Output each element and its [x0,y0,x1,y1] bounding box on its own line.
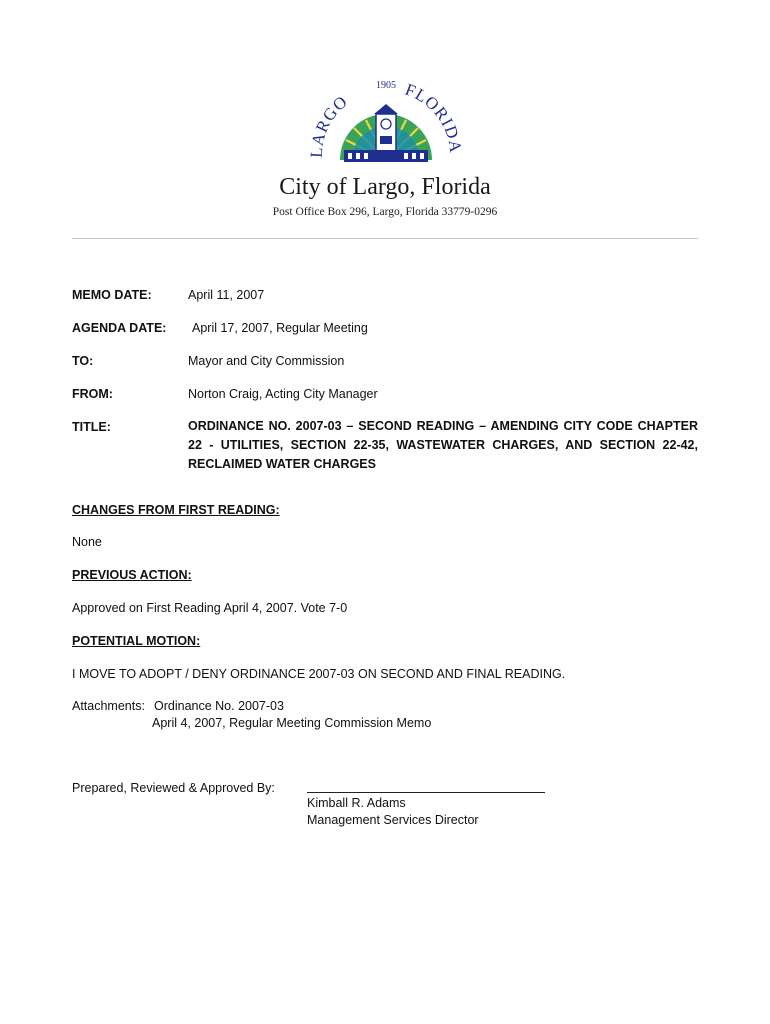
previous-action-heading: PREVIOUS ACTION: [72,568,192,582]
changes-text: None [72,535,102,549]
from-value: Norton Craig, Acting City Manager [188,387,378,401]
potential-motion-heading: POTENTIAL MOTION: [72,634,201,648]
signature-line [307,792,545,793]
attachment-item: Ordinance No. 2007-03 [154,699,284,713]
title-line: RECLAIMED WATER CHARGES [188,457,376,471]
logo-text-florida: FLORIDA [402,79,466,155]
memo-date-label: MEMO DATE: [72,288,152,302]
title-value [188,417,698,474]
city-name: City of Largo, Florida [279,174,491,200]
agenda-date-label: AGENDA DATE: [72,321,167,335]
city-seal-logo [300,70,470,180]
signatory-position: Management Services Director [307,813,479,827]
title-label: TITLE: [72,420,111,434]
header-divider [72,238,698,239]
logo-text-largo: LARGO [306,91,352,159]
to-label: TO: [72,354,94,368]
previous-action-text: Approved on First Reading April 4, 2007. Vote 7-0 [72,601,348,615]
to-value: Mayor and City Commission [188,354,345,368]
attachment-item: April 4, 2007, Regular Meeting Commission Memo [152,716,432,730]
memo-date-value: April 11, 2007 [188,288,265,302]
title-line: 22 - UTILITIES, SECTION 22-35, WASTEWATER CHARGES, AND SECTION 22-42, [188,438,698,452]
potential-motion-text: I MOVE TO ADOPT / DENY ORDINANCE 2007-03 ON SECOND AND FINAL READING. [72,667,566,681]
title-line: ORDINANCE NO. 2007-03 – SECOND READING – AMENDING CITY CODE CHAPTER [188,419,698,433]
address: Post Office Box 296, Largo, Florida 33779-0296 [272,206,498,218]
signatory-name: Kimball R. Adams [307,796,406,810]
agenda-date-value: April 17, 2007, Regular Meeting [192,321,368,335]
prepared-by-label: Prepared, Reviewed & Approved By: [72,781,275,795]
attachments-label: Attachments: [72,699,145,713]
logo-year: 1905 [376,80,396,91]
changes-heading: CHANGES FROM FIRST READING: [72,503,280,517]
from-label: FROM: [72,387,113,401]
